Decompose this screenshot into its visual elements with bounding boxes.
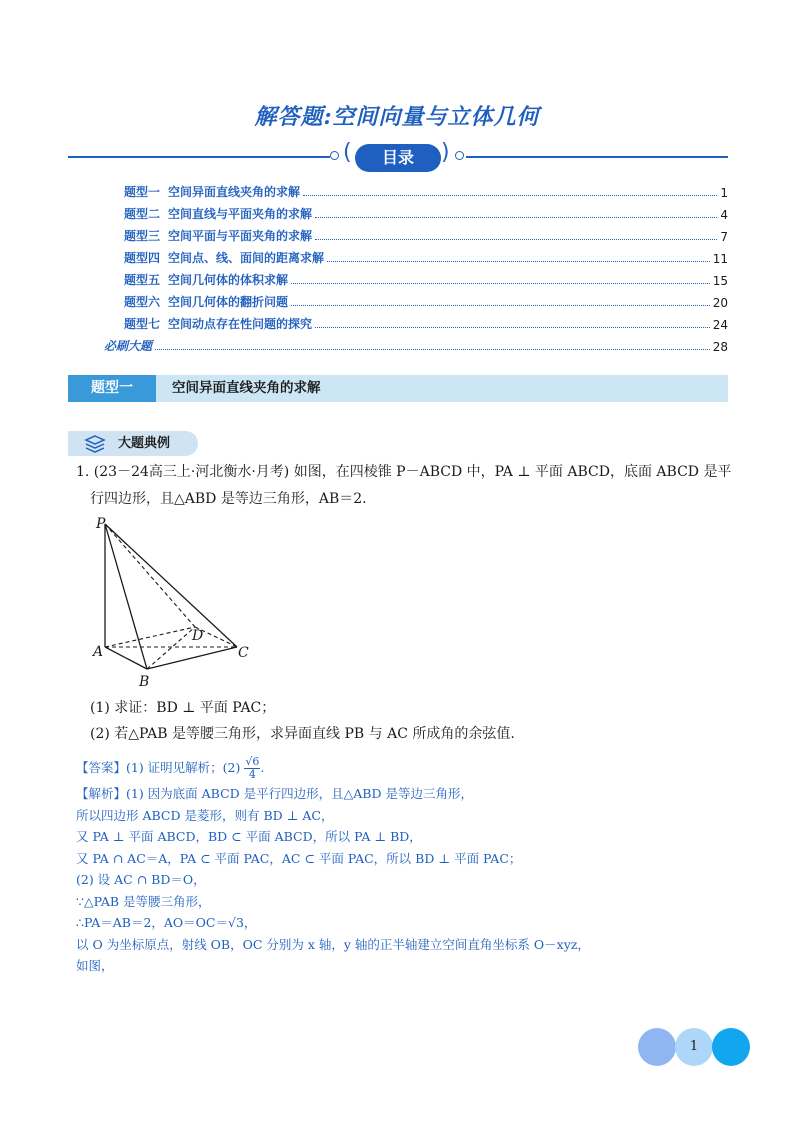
toc-page-number: 7	[720, 230, 728, 244]
solution-line: 又 PA ⊥ 平面 ABCD，BD ⊂ 平面 ABCD，所以 PA ⊥ BD，	[76, 829, 422, 844]
toc-page-number: 1	[720, 186, 728, 200]
page-number: 1	[675, 1028, 713, 1066]
page-badge-left	[638, 1028, 676, 1066]
toc-bracket-left: (	[343, 140, 352, 165]
toc-page-number: 28	[712, 340, 728, 354]
vertex-c-label: C	[238, 645, 249, 661]
problem-line-2: 行四边形，且△ABD 是等边三角形，AB＝2.	[90, 491, 367, 507]
toc-entry[interactable]: 题型二 空间直线与平面夹角的求解 4	[124, 207, 728, 222]
toc-ornament-right	[455, 151, 464, 160]
section-bar	[68, 375, 728, 402]
toc-bracket-right: )	[441, 140, 450, 165]
section-title: 空间异面直线夹角的求解	[172, 380, 321, 396]
vertex-d-label: D	[192, 628, 204, 644]
section-tag: 题型一	[68, 375, 156, 402]
answer-line: 【答案】(1) 证明见解析；(2) $\frac{√6}{4}$ .	[76, 755, 265, 781]
solution-line: ∵△PAB 是等腰三角形，	[76, 893, 211, 909]
toc-ornament-left	[330, 151, 339, 160]
toc-entry[interactable]: 题型四 空间点、线、面间的距离求解 11	[124, 251, 728, 266]
solution-line: ∴PA＝AB＝2，AO＝OC＝√3，	[76, 915, 257, 930]
solution-line: 如图，	[76, 958, 114, 973]
toc-entry[interactable]: 题型七 空间动点存在性问题的探究 24	[124, 317, 728, 332]
answer-fraction: $\frac{√6}{4}$	[245, 755, 260, 781]
toc-page-number: 24	[712, 318, 728, 332]
page-badge-right	[712, 1028, 750, 1066]
vertex-p-label: P	[96, 516, 106, 532]
toc-list	[124, 178, 728, 332]
toc-page-number: 20	[712, 296, 728, 310]
toc-entry[interactable]: 题型五 空间几何体的体积求解 15	[124, 273, 728, 288]
toc-rule-right	[466, 156, 728, 158]
toc-page-number: 15	[712, 274, 728, 288]
solution-line: 又 PA ∩ AC＝A，PA ⊂ 平面 PAC，AC ⊂ 平面 PAC，所以 BD ⊥ 平面 PAC；	[76, 850, 522, 866]
toc-entry[interactable]: 题型六 空间几何体的翻折问题 20	[124, 295, 728, 310]
toc-page-number: 4	[720, 208, 728, 222]
vertex-b-label: B	[139, 674, 150, 690]
toc-entry[interactable]: 必刷大题 28	[104, 339, 728, 354]
solution-line: 所以四边形 ABCD 是菱形，则有 BD ⊥ AC，	[76, 807, 334, 823]
toc-entry[interactable]: 题型一 空间异面直线夹角的求解 1	[124, 185, 728, 200]
solution-block	[76, 783, 590, 977]
solution-line: (2) 设 AC ∩ BD＝O，	[76, 872, 206, 887]
solution-line: 以 O 为坐标原点，射线 OB，OC 分别为 x 轴，y 轴的正半轴建立空间直角坐标系 O－xyz，	[76, 936, 590, 952]
document-title: 解答题:空间向量与立体几何	[254, 104, 540, 130]
question-1: (1) 求证：BD ⊥ 平面 PAC；	[90, 700, 276, 716]
vertex-a-label: A	[93, 644, 104, 660]
solution-line: 【解析】(1) 因为底面 ABCD 是平行四边形，且△ABD 是等边三角形，	[76, 786, 473, 801]
layers-icon	[84, 434, 106, 454]
example-label: 大题典例	[118, 436, 171, 451]
toc-rule-left	[68, 156, 330, 158]
pyramid-figure	[90, 514, 260, 690]
problem-line-1: 1. (23－24高三上·河北衡水·月考) 如图，在四棱锥 P－ABCD 中，PA ⊥ 平面 ABCD，底面 ABCD 是平	[76, 464, 732, 480]
toc-heading: 目录	[355, 144, 441, 172]
question-2: (2) 若△PAB 是等腰三角形，求异面直线 PB 与 AC 所成角的余弦值.	[90, 726, 515, 742]
toc-entry[interactable]: 题型三 空间平面与平面夹角的求解 7	[124, 229, 728, 244]
toc-page-number: 11	[712, 252, 728, 266]
